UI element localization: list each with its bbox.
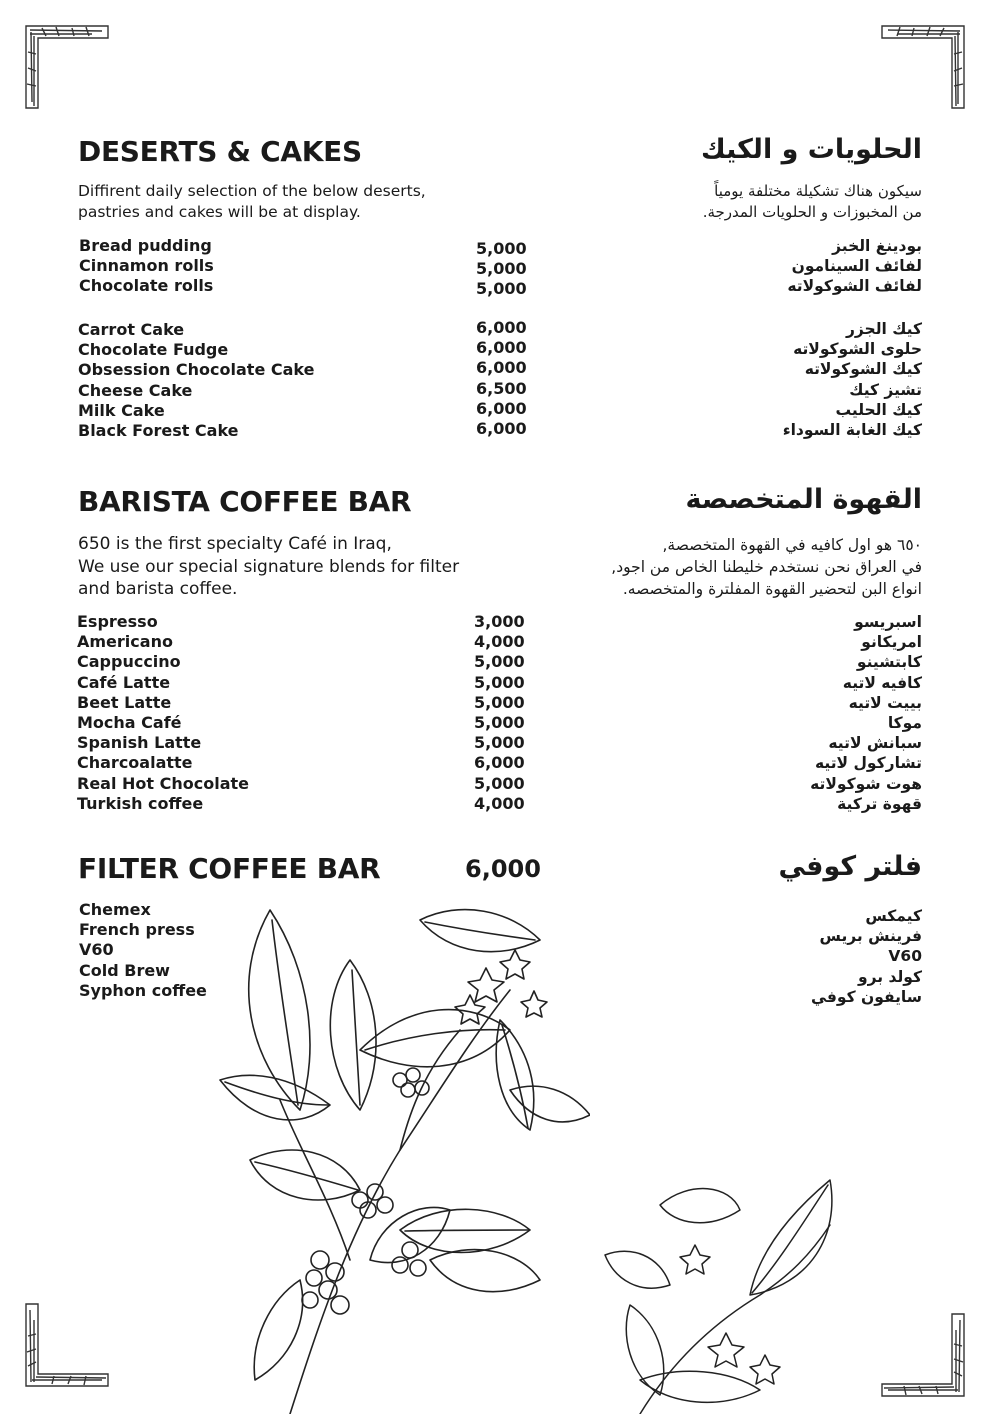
menu-item-price: 6,000 <box>476 418 527 438</box>
menu-item-name-ar: بييت لاتيه <box>848 693 922 712</box>
menu-item-name: Chocolate Fudge <box>78 340 229 360</box>
menu-item-name: Spanish Latte <box>77 733 202 753</box>
menu-item-name-ar: كيك الحليب <box>835 400 922 419</box>
menu-item-name: Chemex <box>79 900 151 919</box>
menu-item-name: Americano <box>77 632 173 652</box>
menu-item-name: Beet Latte <box>77 692 172 712</box>
filter-names-ar <box>622 906 922 1007</box>
menu-item-name: Obsession Chocolate Cake <box>78 360 315 380</box>
menu-item-name-ar: تشاركول لاتيه <box>814 754 922 773</box>
deserts-title-en: DESERTS & CAKES <box>78 135 362 168</box>
deserts-description-ar: سيكون هناك تشكيلة مختلفة يومياً من المخبوزات و الحلويات المدرجة. <box>702 182 922 221</box>
filter-price: 6,000 <box>465 855 541 883</box>
menu-item-price: 5,000 <box>474 672 525 692</box>
menu-item-price: 5,000 <box>474 652 525 672</box>
menu-item-name: Cinnamon rolls <box>79 256 214 276</box>
menu-item-price: 5,000 <box>476 239 527 258</box>
menu-item-name-ar: كيك الغابة السوداء <box>782 420 922 439</box>
menu-item-name: Mocha Café <box>77 712 182 732</box>
menu-item-name-ar: V60 <box>888 947 922 966</box>
menu-item-price: 6,000 <box>476 398 527 418</box>
menu-item-name-ar: هوت شوكولاته <box>810 774 922 793</box>
menu-item-price: 6,000 <box>476 358 527 378</box>
menu-item-price: 5,000 <box>474 692 525 712</box>
menu-item-name: Cold Brew <box>79 960 170 980</box>
menu-item-name: Turkish coffee <box>77 793 204 813</box>
menu-item-name: Real Hot Chocolate <box>77 773 250 793</box>
deserts-group1-names-ar <box>622 236 922 297</box>
menu-item-name: Black Forest Cake <box>78 420 239 440</box>
menu-item-price: 5,000 <box>474 773 525 793</box>
corner-frame-icon <box>22 1300 112 1390</box>
filter-names <box>79 900 207 1001</box>
menu-item-name: Bread pudding <box>79 236 212 255</box>
menu-item-name-ar: تشيز كيك <box>849 380 922 399</box>
menu-item-price: 6,000 <box>474 753 525 773</box>
menu-item-name-ar: فرينش بريس <box>819 927 922 946</box>
menu-item-name-ar: كافيه لاتيه <box>842 673 922 692</box>
deserts-group1-prices <box>476 239 527 300</box>
menu-item-name: Charcoalatte <box>77 753 193 773</box>
barista-prices <box>474 612 525 814</box>
menu-item-name-ar: امريكانو <box>861 633 922 652</box>
menu-item-name-ar: كيك الشوكولاته <box>804 360 922 379</box>
menu-item-name-ar: حلوى الشوكولاته <box>793 340 922 359</box>
menu-item-price: 5,000 <box>474 712 525 732</box>
menu-item-name: Milk Cake <box>78 400 165 420</box>
deserts-group2-prices <box>476 318 527 439</box>
menu-item-name-ar: لفائف الشوكولاته <box>787 277 922 296</box>
menu-item-name: Café Latte <box>77 672 171 692</box>
menu-item-name: Espresso <box>77 612 158 631</box>
menu-item-price: 5,000 <box>476 259 527 279</box>
deserts-description-en: Diffirent daily selection of the below deserts, pastries and cakes will be at display. <box>78 182 426 221</box>
menu-item-name: Chocolate rolls <box>79 276 214 296</box>
menu-item-name-ar: لفائف السينامون <box>791 257 922 276</box>
menu-item-price: 5,000 <box>474 733 525 753</box>
menu-item-price: 5,000 <box>476 279 527 299</box>
menu-item-name-ar: اسبريسو <box>854 613 922 631</box>
menu-item-name: Carrot Cake <box>78 320 185 339</box>
deserts-group2-names <box>78 320 314 441</box>
deserts-title-ar: الحلويات و الكيك <box>700 134 922 165</box>
barista-description-en: 650 is the first specialty Café in Iraq, We use our special signature blends for filter and barista coffee. <box>78 534 460 599</box>
menu-item-name: V60 <box>79 940 114 960</box>
menu-item-name-ar: كيمكس <box>865 907 922 925</box>
corner-frame-icon <box>878 1310 968 1400</box>
deserts-group2-names-ar <box>622 319 922 440</box>
menu-item-name-ar: موكا <box>887 713 922 732</box>
menu-item-name-ar: كيك الجزر <box>845 320 922 338</box>
menu-item-name: Syphon coffee <box>79 980 207 1000</box>
menu-item-price: 6,000 <box>476 338 527 358</box>
menu-item-name-ar: سبانش لاتيه <box>828 734 922 753</box>
filter-title-ar: فلتر كوفي <box>778 851 922 882</box>
coffee-flower-illustration <box>600 1175 840 1414</box>
menu-item-name-ar: كابتشينو <box>856 653 922 672</box>
menu-item-name: Cheese Cake <box>78 380 193 400</box>
barista-names-ar <box>622 612 922 814</box>
barista-names <box>77 612 249 814</box>
menu-item-name: French press <box>79 920 195 940</box>
coffee-plant-illustration <box>210 900 590 1414</box>
corner-frame-icon <box>22 22 112 112</box>
menu-item-name: Cappuccino <box>77 652 181 672</box>
menu-item-price: 4,000 <box>474 793 525 813</box>
deserts-group1-names <box>79 236 214 297</box>
barista-title-en: BARISTA COFFEE BAR <box>78 485 412 518</box>
menu-item-price: 6,000 <box>476 318 527 337</box>
menu-item-name-ar: بودينغ الخبز <box>832 237 922 255</box>
corner-frame-icon <box>878 22 968 112</box>
barista-description-ar: ٦٥٠ هو اول كافيه في القهوة المتخصصة, في العراق نحن نستخدم خليطنا الخاص من اجود, انواع البن لتحضير القهوة المفلترة والمتخصصه. <box>611 536 922 598</box>
menu-item-price: 3,000 <box>474 612 525 631</box>
filter-title-en: FILTER COFFEE BAR <box>78 852 381 885</box>
menu-item-price: 4,000 <box>474 632 525 652</box>
barista-title-ar: القهوة المتخصصة <box>685 484 922 515</box>
menu-item-name-ar: سايفون كوفي <box>811 987 922 1006</box>
menu-item-name-ar: قهوة تركية <box>837 794 922 813</box>
menu-item-price: 6,500 <box>476 378 527 398</box>
menu-item-name-ar: كولد برو <box>858 967 922 986</box>
